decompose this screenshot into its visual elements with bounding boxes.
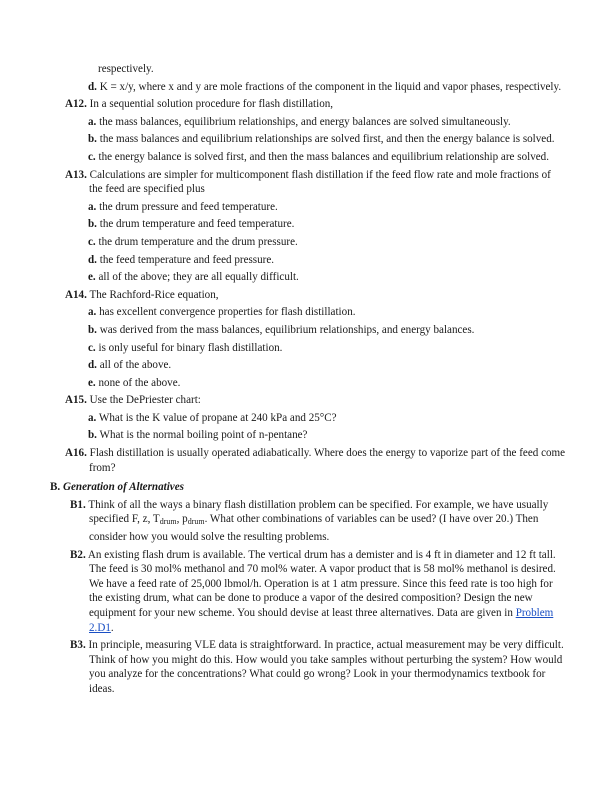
question-number: B2. [70,548,86,561]
question-text: . What other combinations of variables can be used? (I have over 20.) Then consider how you would solve the resulting problems. [89,513,539,544]
option-text: all of the above. [99,359,172,372]
a12-option-a [0,115,614,130]
option-text: the energy balance is solved first, and then the mass balances and equilibrium relationship are solved. [98,150,549,163]
a11-option-d [0,80,614,95]
question-stem: Calculations are simpler for multicomponent flash distillation if the feed flow rate and mole fractions of the feed are specified plus [89,168,551,196]
document-page [0,62,614,697]
question-a16 [0,446,614,475]
question-number: A16. [65,447,87,460]
a14-option-d [0,358,614,373]
option-label: c. [88,341,96,354]
option-text: has excellent convergence properties for flash distillation. [99,306,356,319]
question-number: A15. [65,394,87,407]
question-number: B3. [70,639,86,652]
question-text: . [110,621,114,634]
option-label: b. [88,323,97,336]
a15-option-b [0,428,614,443]
option-text: the drum pressure and feed temperature. [99,200,278,213]
a13-option-d [0,253,614,268]
continued-text-content: respectively. [98,63,154,75]
subscript: drum [187,517,205,527]
option-label: a. [88,200,97,213]
option-label: c. [88,150,96,163]
option-label: a. [88,115,97,128]
question-text: , p [176,513,188,526]
question-a12 [0,97,614,112]
question-text: Think of all the ways a binary flash distillation problem can be specified. For example, we have usually specified F, z, T [88,498,549,526]
option-label: e. [88,271,96,284]
option-label: d. [88,80,97,93]
option-text: the drum temperature and the drum pressure. [98,235,298,248]
option-text: What is the normal boiling point of n-pentane? [99,429,308,442]
question-a15 [0,393,614,408]
question-number: A14. [65,288,87,301]
option-label: e. [88,376,96,389]
a12-option-c [0,150,614,165]
a12-option-b [0,132,614,147]
question-a13 [0,168,614,197]
option-label: a. [88,411,97,424]
option-text: the feed temperature and feed pressure. [99,253,275,266]
a13-option-a [0,200,614,215]
option-text: all of the above; they are all equally difficult. [98,271,299,284]
a13-option-e [0,270,614,285]
a13-option-b [0,217,614,232]
a14-option-a [0,305,614,320]
a14-option-b [0,323,614,338]
option-label: b. [88,429,97,442]
section-label: B. [50,481,61,494]
option-text: the mass balances and equilibrium relationships are solved first, and then the energy balance is solved. [99,133,555,146]
option-text: What is the K value of propane at 240 kPa and 25°C? [98,411,337,424]
problem-link[interactable]: Problem 2.D1 [89,607,554,634]
option-text: K = x/y, where x and y are mole fractions of the component in the liquid and vapor phases, respectively. [99,80,562,93]
option-text: is only useful for binary flash distillation. [98,341,283,354]
option-label: b. [88,218,97,231]
option-label: c. [88,235,96,248]
question-stem: The Rachford-Rice equation, [89,288,219,301]
option-text: the mass balances, equilibrium relationships, and energy balances are solved simultaneously. [99,115,511,128]
question-stem: Use the DePriester chart: [89,394,201,407]
question-number: B1. [70,498,86,511]
question-b2 [0,548,614,636]
option-label: b. [88,133,97,146]
question-number: A13. [65,168,87,181]
question-number: A12. [65,98,87,111]
continued-text [0,62,614,77]
a14-option-e [0,376,614,391]
subscript: drum [159,517,177,527]
a13-option-c [0,235,614,250]
section-title: Generation of Alternatives [62,481,184,494]
a14-option-c [0,341,614,356]
question-stem: Flash distillation is usually operated adiabatically. Where does the energy to vaporize part of the feed come from? [89,447,566,474]
question-text: An existing flash drum is available. The vertical drum has a demister and is 4 ft in diameter and 12 ft tall. The feed is 30 mol% methanol and 70 mol% water. A vapor product that is 58 mol% methanol is desired. We have a feed rate of 25,000 lbmol/h. Operation is at 1 atm pressure. Since this feed rate is too high for the existing drum, what can be done to produce a vapor of the desired composition? Design the new equipment for your new scheme. You should devise at least three alternatives. Data are given in [87,548,556,619]
option-text: none of the above. [98,376,181,389]
option-text: the drum temperature and feed temperature. [99,218,295,231]
option-label: d. [88,253,97,266]
question-text: In principle, measuring VLE data is straightforward. In practice, actual measurement may be very difficult. Think of how you might do this. How would you take samples without perturbing the system? How would you analyze for the concentrations? What could go wrong? Look in your thermodynamics textbook for ideas. [88,639,564,695]
question-a14 [0,288,614,303]
question-b3 [0,638,614,696]
question-b1 [0,498,614,545]
section-b-heading [0,480,614,495]
option-text: was derived from the mass balances, equilibrium relationships, and energy balances. [99,323,475,336]
question-stem: In a sequential solution procedure for flash distillation, [89,98,334,111]
option-label: a. [88,306,97,319]
a15-option-a [0,411,614,426]
option-label: d. [88,359,97,372]
